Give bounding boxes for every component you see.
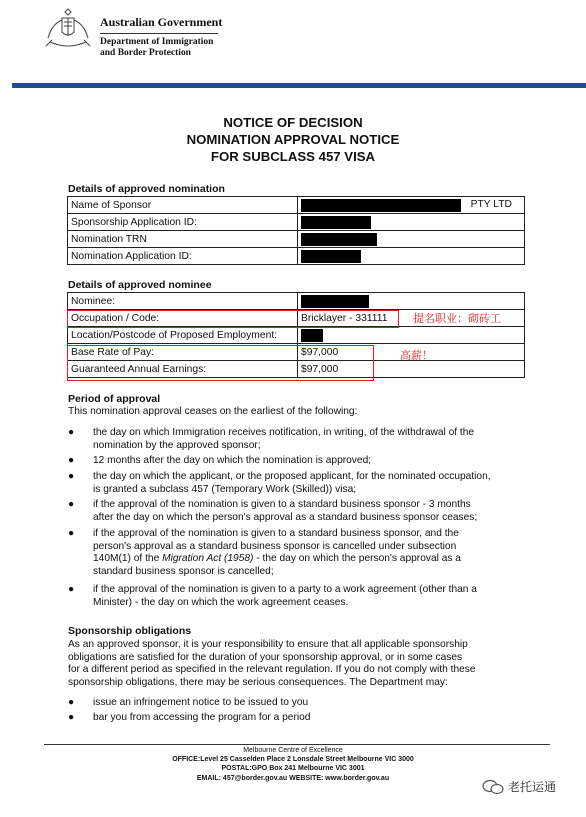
redaction-bar	[301, 199, 461, 212]
list-item-line: 140M(1) of the Migration Act (1958) - the day on which the person's approval as a	[93, 553, 461, 565]
sponsorship-id-value	[298, 214, 525, 231]
wechat-icon	[482, 779, 504, 795]
department-name	[100, 37, 213, 59]
nominee-value	[298, 293, 525, 310]
approved-nomination-heading: Details of approved nomination	[68, 183, 225, 195]
bullet-icon: ●	[68, 427, 75, 438]
list-item-line: bar you from accessing the program for a period	[93, 712, 311, 723]
bullet-icon: ●	[68, 584, 75, 595]
location-value	[298, 327, 525, 344]
list-item-line: the day on which the applicant, or the proposed applicant, for the nominated occupation,	[93, 471, 491, 482]
obligations-line: for a different period as specified in the relevant regulation. If you do not comply with these	[68, 664, 476, 676]
obligations-text	[68, 639, 476, 689]
bullet-icon: ●	[68, 697, 75, 708]
list-item-line: if the approval of the nomination is given to a party to a work agreement (other than a	[93, 584, 477, 595]
footer-divider	[44, 744, 550, 745]
letterhead	[0, 0, 586, 92]
bullet-icon: ●	[68, 455, 75, 466]
nomination-app-id-value	[298, 248, 525, 265]
redaction-bar	[301, 250, 361, 263]
list-item-line: person's approval as a standard business sponsor is cancelled under subsection	[93, 540, 457, 552]
occupation-label: Occupation / Code:	[68, 310, 298, 327]
list-item-line: is granted a subclass 457 (Temporary Work (Skilled)) visa;	[93, 483, 357, 495]
occupation-annotation: 提名职业：砌砖工	[413, 312, 501, 325]
coat-of-arms-logo	[42, 8, 94, 52]
annual-earnings-label: Guaranteed Annual Earnings:	[68, 361, 298, 378]
watermark-text: 老托运通	[508, 780, 557, 794]
list-item-line: standard business sponsor is cancelled;	[93, 565, 274, 577]
bullet-icon: ●	[68, 471, 75, 482]
table-row	[68, 214, 525, 231]
footer	[0, 746, 586, 783]
nominee-label: Nominee:	[68, 293, 298, 310]
table-row	[68, 293, 525, 310]
salary-highlight-box	[67, 345, 374, 381]
obligations-line: obligations are satisfied for the duration of your sponsorship approval, or in some cases	[68, 651, 463, 663]
footer-office: OFFICE:Level 25 Casselden Place 2 Lonsdale Street Melbourne VIC 3000	[172, 756, 414, 764]
sponsor-name-value	[298, 197, 525, 214]
salary-annotation: 高薪！	[400, 349, 433, 362]
base-rate-value: $97,000	[298, 344, 525, 361]
list-item-line: after the day on which the person's approval as a standard business sponsor ceases;	[93, 511, 478, 523]
bullet-icon: ●	[68, 528, 75, 539]
list-item-line: Minister) - the day on which the work agreement ceases.	[93, 596, 349, 608]
title-line-3: FOR SUBCLASS 457 VISA	[210, 149, 376, 164]
footer-contact: EMAIL: 457@border.gov.au WEBSITE: www.border.gov.au	[196, 774, 390, 782]
obligations-line: As an approved sponsor, it is your responsibility to ensure that all applicable sponsorship	[68, 639, 468, 650]
bullet-icon: ●	[68, 499, 75, 510]
approved-nominee-heading: Details of approved nominee	[68, 279, 212, 291]
period-heading: Period of approval	[68, 393, 161, 405]
table-row	[68, 327, 525, 344]
nomination-trn-value	[298, 231, 525, 248]
department-line-2: and Border Protection	[100, 48, 191, 58]
government-name: Australian Government	[100, 15, 223, 29]
period-intro: This nomination approval ceases on the earliest of the following:	[68, 406, 358, 417]
occupation-highlight-box	[67, 310, 399, 328]
list-item-line: 12 months after the day on which the nomination is approved;	[93, 455, 372, 466]
title-line-2: NOMINATION APPROVAL NOTICE	[186, 132, 400, 147]
base-rate-label: Base Rate of Pay:	[68, 344, 298, 361]
list-item-line: if the approval of the nomination is given to a standard business sponsor, and the	[93, 528, 459, 539]
obligations-line: sponsorship obligations, there may be serious consequences. The Department may:	[68, 676, 448, 688]
header-color-bar	[12, 83, 586, 88]
obligations-heading: Sponsorship obligations	[68, 625, 192, 637]
list-item-line: the day on which Immigration receives notification, in writing, of the withdrawal of the	[93, 427, 475, 438]
footer-line-1: Melbourne Centre of Excellence	[243, 747, 343, 754]
occupation-value: Bricklayer - 331111	[298, 310, 525, 327]
redaction-bar	[301, 233, 377, 246]
title-line-1: NOTICE OF DECISION	[223, 115, 363, 130]
bullet-icon: ●	[68, 712, 75, 723]
table-row	[68, 248, 525, 265]
redaction-bar	[301, 329, 323, 342]
list-item-line: nomination by the approved sponsor;	[93, 439, 261, 451]
location-label: Location/Postcode of Proposed Employment:	[68, 327, 298, 344]
nomination-app-id-label: Nomination Application ID:	[68, 248, 298, 265]
nomination-trn-label: Nomination TRN	[68, 231, 298, 248]
header-divider	[100, 33, 218, 34]
redaction-bar	[301, 216, 371, 229]
annual-earnings-value: $97,000	[298, 361, 525, 378]
redaction-bar	[301, 295, 369, 308]
approved-nomination-table	[67, 196, 525, 265]
sponsorship-id-label: Sponsorship Application ID:	[68, 214, 298, 231]
table-row	[68, 197, 525, 214]
table-row	[68, 231, 525, 248]
sponsor-name-suffix: PTY LTD	[470, 199, 512, 210]
footer-postal: POSTAL:GPO Box 241 Melbourne VIC 3001	[221, 765, 365, 773]
document-title	[0, 114, 586, 165]
department-line-1: Department of Immigration	[100, 37, 214, 47]
list-item-line: issue an infringement notice to be issued to you	[93, 697, 309, 708]
list-item-line: if the approval of the nomination is given to a standard business sponsor - 3 months	[93, 499, 471, 510]
sponsor-name-label: Name of Sponsor	[68, 197, 298, 214]
